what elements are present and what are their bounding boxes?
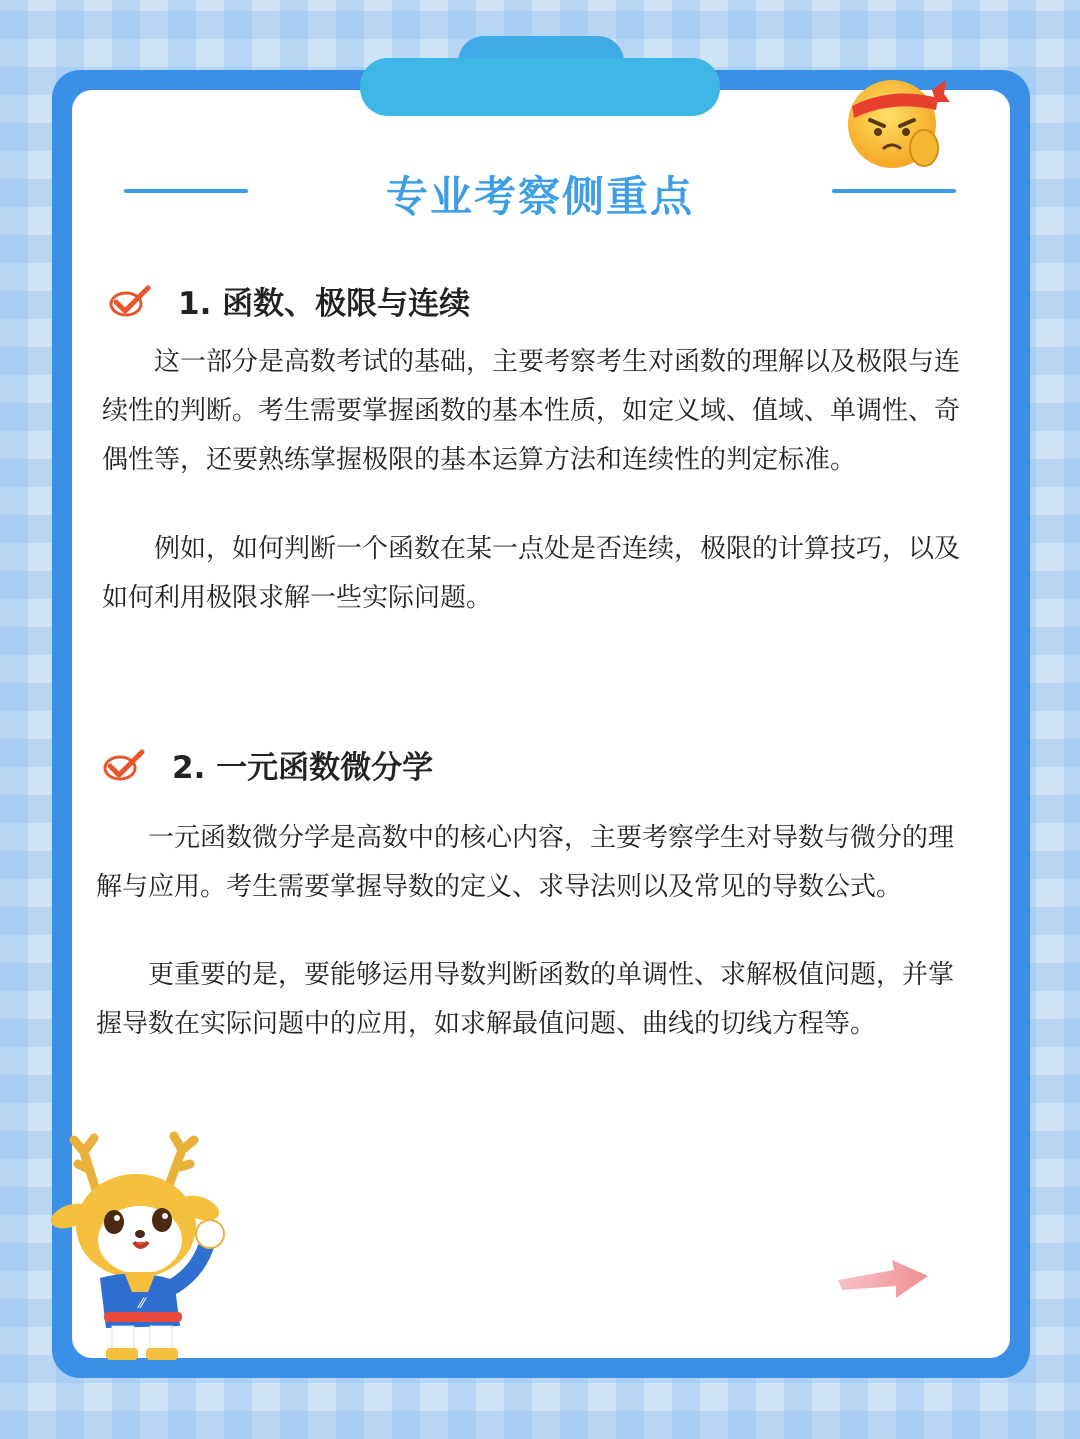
section-1-heading (108, 278, 470, 323)
next-arrow-icon[interactable] (836, 1256, 930, 1300)
section-2-title: 2. 一元函数微分学 (172, 750, 434, 786)
check-mark-icon (102, 748, 146, 782)
header-tab (360, 58, 720, 116)
section-2-paragraph-2: 更重要的是，要能够运用导数判断函数的单调性、求解极值问题，并掌握导数在实际问题中的应用，如求解最值问题、曲线的切线方程等。 (96, 960, 955, 1039)
section-1-paragraph-1: 这一部分是高数考试的基础，主要考察考生对函数的理解以及极限与连续性的判断。考生需要掌握函数的基本性质，如定义域、值域、单调性、奇偶性等，还要熟练掌握极限的基本运算方法和连续性的判定标准。 (102, 347, 961, 475)
page-title: 专业考察侧重点 (385, 172, 694, 221)
title-line-right (832, 189, 956, 193)
deer-mascot-icon (50, 1130, 240, 1362)
section-1-paragraph-2: 例如，如何判断一个函数在某一点处是否连续，极限的计算技巧，以及如何利用极限求解一些实际问题。 (102, 534, 961, 613)
check-mark-icon (108, 284, 152, 318)
section-2-paragraph-1: 一元函数微分学是高数中的核心内容，主要考察学生对导数与微分的理解与应用。考生需要掌握导数的定义、求导法则以及常见的导数公式。 (96, 823, 955, 902)
section-1-title: 1. 函数、极限与连续 (178, 286, 471, 322)
determined-face-emoji-icon (846, 72, 950, 172)
section-2-heading (102, 742, 433, 787)
title-line-left (124, 189, 248, 193)
svg-text:⁄⁄: ⁄⁄ (139, 1296, 145, 1312)
